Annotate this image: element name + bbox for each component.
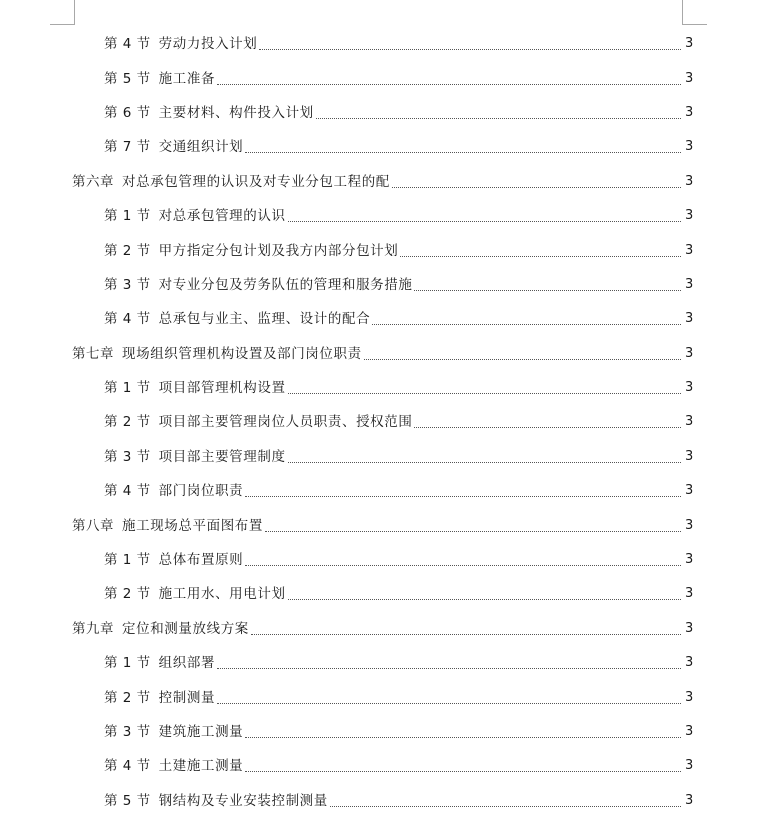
- toc-entry-title: 总承包与业主、监理、设计的配合: [158, 311, 371, 328]
- dot-leader: [245, 736, 681, 738]
- toc-page-number: 3: [685, 758, 694, 774]
- dot-leader: [245, 770, 681, 772]
- toc-page-number: 3: [685, 380, 694, 396]
- toc-entry-number: 第 4 节: [104, 311, 151, 328]
- toc-entry-title: 控制测量: [158, 689, 216, 706]
- dot-leader: [217, 702, 681, 704]
- toc-entry-number: 第七章: [72, 345, 114, 362]
- toc-section-entry[interactable]: [0, 474, 779, 508]
- toc-entry-number: 第 3 节: [104, 724, 151, 740]
- toc-chapter-entry[interactable]: [0, 612, 779, 646]
- toc-page-number: 3: [685, 724, 694, 739]
- toc-page-number: 3: [685, 689, 694, 705]
- toc-section-entry[interactable]: [0, 302, 779, 336]
- toc-entry-title: 组织部署: [158, 655, 216, 672]
- toc-section-entry[interactable]: [0, 130, 779, 164]
- toc-page-number: 3: [685, 792, 694, 808]
- toc-section-entry[interactable]: [0, 233, 779, 267]
- dot-leader: [288, 392, 681, 394]
- toc-section-entry[interactable]: [0, 371, 779, 405]
- dot-leader: [400, 255, 681, 257]
- dot-leader: [392, 186, 681, 188]
- toc-entry-title: 土建施工测量: [158, 758, 244, 775]
- toc-entry-title: 钢结构及专业安装控制测量: [158, 792, 328, 809]
- dot-leader: [265, 530, 681, 532]
- toc-page-number: 3: [685, 345, 694, 361]
- toc-chapter-entry[interactable]: [0, 165, 779, 199]
- dot-leader: [364, 358, 681, 360]
- dot-leader: [288, 220, 681, 222]
- toc-entry-number: 第 2 节: [104, 586, 151, 603]
- toc-entry-number: 第 1 节: [104, 552, 151, 569]
- toc-entry-title: 交通组织计划: [158, 139, 244, 156]
- toc-entry-number: 第 2 节: [104, 414, 151, 431]
- toc-entry-title: 现场组织管理机构设置及部门岗位职责: [122, 345, 362, 362]
- toc-section-entry[interactable]: [0, 715, 779, 749]
- dot-leader: [288, 461, 681, 463]
- toc-section-entry[interactable]: [0, 680, 779, 714]
- toc-section-entry[interactable]: [0, 96, 779, 130]
- toc-page-number: 3: [685, 36, 694, 52]
- toc-entry-number: 第 7 节: [104, 139, 151, 156]
- crop-mark-top-right: [682, 0, 707, 25]
- toc-page-number: 3: [685, 620, 694, 636]
- toc-entry-number: 第 3 节: [104, 276, 151, 293]
- toc-entry-number: 第 4 节: [104, 36, 151, 53]
- toc-entry-number: 第 3 节: [104, 448, 151, 465]
- toc-section-entry[interactable]: [0, 646, 779, 680]
- toc-section-entry[interactable]: [0, 61, 779, 95]
- toc-page-number: 3: [685, 552, 694, 568]
- toc-entry-number: 第六章: [72, 173, 114, 190]
- toc-page-number: 3: [685, 242, 694, 258]
- toc-page-number: 3: [685, 517, 694, 533]
- dot-leader: [245, 151, 681, 153]
- toc-section-entry[interactable]: [0, 268, 779, 302]
- toc-entry-title: 施工用水、用电计划: [158, 586, 286, 603]
- toc-entry-title: 对总承包管理的认识及对专业分包工程的配: [122, 173, 390, 190]
- dot-leader: [316, 117, 681, 119]
- toc-entry-title: 施工现场总平面图布置: [122, 517, 263, 534]
- toc-entry-title: 建筑施工测量: [158, 724, 244, 740]
- toc-page-number: 3: [685, 655, 694, 671]
- toc-page-number: 3: [685, 414, 694, 430]
- toc-entry-number: 第 5 节: [104, 792, 151, 809]
- toc-section-entry[interactable]: [0, 749, 779, 783]
- toc-entry-title: 定位和测量放线方案: [122, 620, 249, 637]
- toc-page-number: 3: [685, 483, 694, 499]
- toc-section-entry[interactable]: [0, 27, 779, 61]
- dot-leader: [414, 289, 681, 291]
- toc-page-number: 3: [685, 586, 694, 602]
- toc-page-number: 3: [685, 173, 694, 189]
- dot-leader: [259, 48, 681, 50]
- toc-entry-number: 第 6 节: [104, 104, 151, 121]
- dot-leader: [245, 564, 681, 566]
- toc-entry-title: 对专业分包及劳务队伍的管理和服务措施: [158, 276, 413, 293]
- toc-entry-number: 第九章: [72, 620, 114, 637]
- dot-leader: [330, 805, 681, 807]
- toc-entry-title: 施工准备: [158, 70, 216, 87]
- dot-leader: [217, 667, 681, 669]
- toc-page-number: 3: [685, 208, 694, 224]
- toc-entry-number: 第 4 节: [104, 483, 151, 500]
- toc-entry-title: 对总承包管理的认识: [158, 208, 286, 225]
- toc-entry-title: 总体布置原则: [158, 552, 244, 569]
- toc-entry-number: 第 1 节: [104, 655, 151, 672]
- toc-page-number: 3: [685, 276, 694, 292]
- toc-entry-title: 甲方指定分包计划及我方内部分包计划: [158, 242, 399, 259]
- toc-entry-title: 部门岗位职责: [158, 483, 244, 500]
- toc-entry-title: 劳动力投入计划: [158, 36, 258, 53]
- toc-chapter-entry[interactable]: [0, 508, 779, 542]
- toc-section-entry[interactable]: [0, 543, 779, 577]
- toc-entry-number: 第 4 节: [104, 758, 151, 775]
- toc-chapter-entry[interactable]: [0, 337, 779, 371]
- toc-entry-number: 第 1 节: [104, 208, 151, 225]
- toc-entry-title: 主要材料、构件投入计划: [158, 104, 314, 121]
- toc-entry-number: 第八章: [72, 517, 114, 534]
- dot-leader: [372, 323, 681, 325]
- table-of-contents: [0, 27, 779, 818]
- toc-entry-number: 第 5 节: [104, 70, 151, 87]
- toc-page-number: 3: [685, 104, 694, 120]
- toc-entry-title: 项目部管理机构设置: [158, 380, 286, 397]
- toc-section-entry[interactable]: [0, 405, 779, 439]
- toc-page-number: 3: [685, 448, 694, 464]
- toc-page-number: 3: [685, 139, 694, 155]
- toc-entry-number: 第 2 节: [104, 689, 151, 706]
- toc-entry-title: 项目部主要管理制度: [158, 448, 286, 465]
- toc-section-entry[interactable]: [0, 577, 779, 611]
- crop-mark-top-left: [50, 0, 75, 25]
- dot-leader: [288, 598, 681, 600]
- toc-entry-number: 第 1 节: [104, 380, 151, 397]
- toc-section-entry[interactable]: [0, 440, 779, 474]
- dot-leader: [245, 495, 681, 497]
- toc-entry-title: 项目部主要管理岗位人员职责、授权范围: [158, 414, 413, 431]
- dot-leader: [217, 83, 681, 85]
- toc-section-entry[interactable]: [0, 199, 779, 233]
- toc-entry-number: 第 2 节: [104, 242, 151, 259]
- dot-leader: [414, 426, 681, 428]
- dot-leader: [251, 633, 681, 635]
- toc-page-number: 3: [685, 311, 694, 327]
- toc-page-number: 3: [685, 70, 694, 86]
